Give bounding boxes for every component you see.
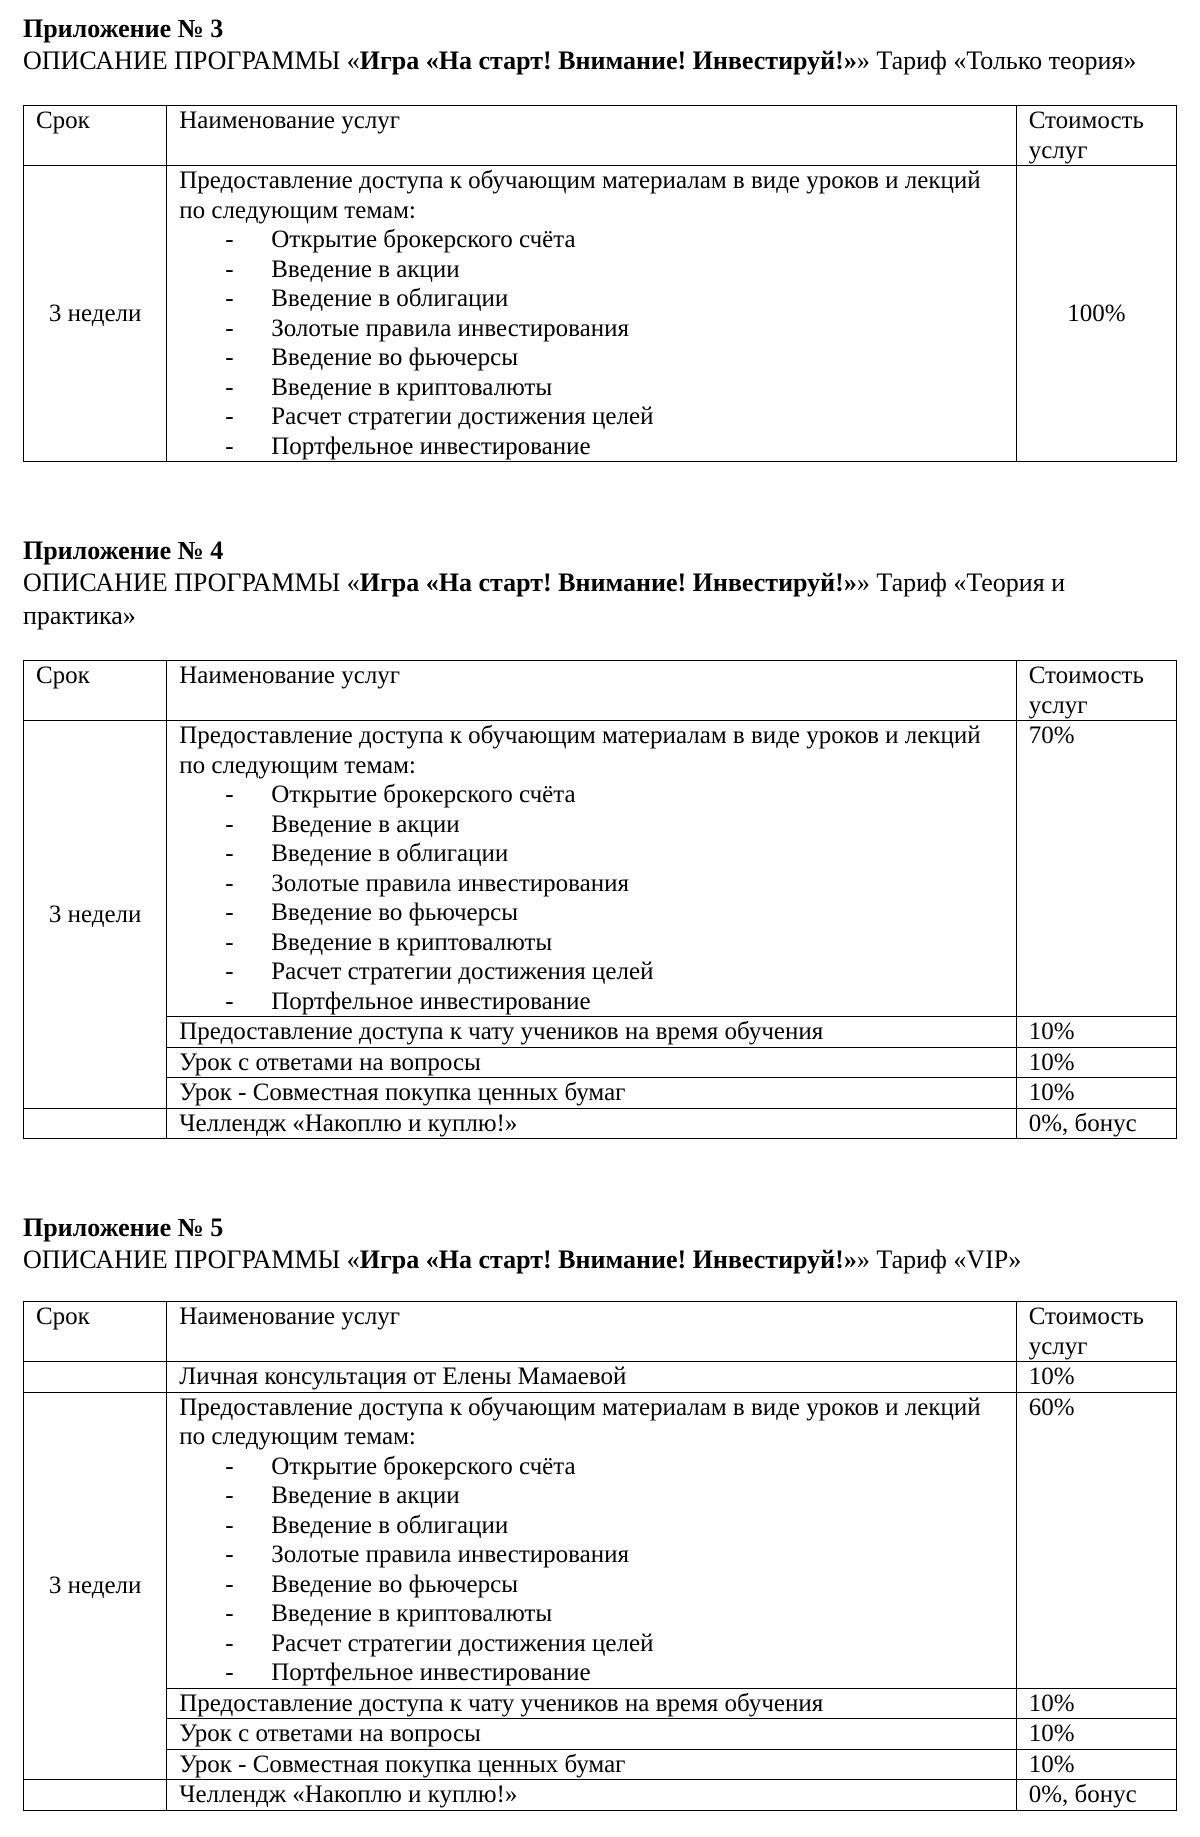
table-row — [24, 1780, 1177, 1811]
service-cell: Челлендж «Накоплю и куплю!» — [167, 1108, 1016, 1139]
term-cell-empty — [24, 1362, 167, 1393]
title-prefix: ОПИСАНИЕ ПРОГРАММЫ « — [23, 568, 360, 597]
table-header-row — [24, 106, 1177, 166]
title-bold: Игра «На старт! Внимание! Инвестируй!» — [359, 568, 857, 597]
header-cost: Стоимость услуг — [1016, 661, 1176, 721]
topic-item: - Введение в облигации — [179, 839, 1003, 869]
cost-cell: 10% — [1016, 1719, 1176, 1750]
cost-cell: 0%, бонус — [1016, 1780, 1176, 1811]
cost-cell: 10% — [1016, 1047, 1176, 1078]
table-row — [24, 1719, 1177, 1750]
table-row — [24, 1017, 1177, 1048]
topic-item: - Открытие брокерского счёта — [179, 1452, 1003, 1482]
service-cell: Предоставление доступа к чату учеников на время обучения — [167, 1688, 1016, 1719]
header-service: Наименование услуг — [167, 661, 1016, 721]
title-prefix: ОПИСАНИЕ ПРОГРАММЫ « — [23, 46, 360, 75]
service-cell — [167, 721, 1016, 1017]
topic-item: - Портфельное инвестирование — [179, 987, 1003, 1017]
service-intro: Предоставление доступа к обучающим материалам в виде уроков и лекций по следующим темам: — [179, 1393, 981, 1450]
service-cell: Челлендж «Накоплю и куплю!» — [167, 1780, 1016, 1811]
appendix-5 — [23, 1213, 1177, 1811]
title-bold: Игра «На старт! Внимание! Инвестируй!» — [359, 46, 857, 75]
cost-cell: 70% — [1016, 721, 1176, 1017]
topic-item: - Введение в криптовалюты — [179, 928, 1003, 958]
document-page — [23, 14, 1177, 1811]
topic-item: - Введение во фьючерсы — [179, 1570, 1003, 1600]
header-cost: Стоимость услуг — [1016, 106, 1176, 166]
cost-cell: 10% — [1016, 1017, 1176, 1048]
table-row — [24, 1688, 1177, 1719]
topic-list — [179, 780, 1003, 1016]
appendix-heading: Приложение № 4 — [23, 536, 224, 565]
title-suffix: » Тариф «Только теория» — [856, 46, 1137, 75]
topic-item: - Расчет стратегии достижения целей — [179, 957, 1003, 987]
table-row — [24, 1749, 1177, 1780]
topic-item: - Расчет стратегии достижения целей — [179, 402, 1003, 432]
title-suffix: » Тариф «VIP» — [856, 1245, 1022, 1274]
term-cell: 3 недели — [24, 721, 167, 1109]
table-header-row — [24, 1302, 1177, 1362]
topic-item: - Введение во фьючерсы — [179, 898, 1003, 928]
cost-cell: 10% — [1016, 1078, 1176, 1109]
header-service: Наименование услуг — [167, 106, 1016, 166]
topic-item: - Введение в криптовалюты — [179, 373, 1003, 403]
program-title — [23, 44, 1143, 77]
topic-item: - Введение в акции — [179, 810, 1003, 840]
term-cell-empty — [24, 1780, 167, 1811]
topic-item: - Введение в облигации — [179, 1511, 1003, 1541]
appendix-3 — [23, 14, 1177, 462]
topic-item: - Золотые правила инвестирования — [179, 869, 1003, 899]
appendix-heading: Приложение № 3 — [23, 14, 224, 43]
service-cell: Урок - Совместная покупка ценных бумаг — [167, 1078, 1016, 1109]
header-term: Срок — [24, 661, 167, 721]
services-table — [23, 105, 1177, 462]
topic-list — [179, 225, 1003, 461]
service-cell: Урок с ответами на вопросы — [167, 1719, 1016, 1750]
title-prefix: ОПИСАНИЕ ПРОГРАММЫ « — [23, 1245, 360, 1274]
topic-item: - Введение в облигации — [179, 284, 1003, 314]
table-row — [24, 166, 1177, 462]
header-service: Наименование услуг — [167, 1302, 1016, 1362]
table-row — [24, 1108, 1177, 1139]
service-cell — [167, 166, 1016, 462]
topic-item: - Открытие брокерского счёта — [179, 780, 1003, 810]
service-cell: Урок - Совместная покупка ценных бумаг — [167, 1749, 1016, 1780]
term-cell-empty — [24, 1108, 167, 1139]
table-row — [24, 1362, 1177, 1393]
service-cell — [167, 1392, 1016, 1688]
topic-item: - Открытие брокерского счёта — [179, 225, 1003, 255]
title-bold: Игра «На старт! Внимание! Инвестируй!» — [359, 1245, 857, 1274]
services-table — [23, 1301, 1177, 1811]
topic-item: - Введение в акции — [179, 1481, 1003, 1511]
cost-cell: 10% — [1016, 1362, 1176, 1393]
cost-cell: 60% — [1016, 1392, 1176, 1688]
service-intro: Предоставление доступа к обучающим материалам в виде уроков и лекций по следующим темам: — [179, 722, 981, 779]
topic-list — [179, 1452, 1003, 1688]
term-cell: 3 недели — [24, 1392, 167, 1780]
term-cell: 3 недели — [24, 166, 167, 462]
header-term: Срок — [24, 106, 167, 166]
appendix-4 — [23, 536, 1177, 1139]
service-cell: Урок с ответами на вопросы — [167, 1047, 1016, 1078]
cost-cell: 10% — [1016, 1688, 1176, 1719]
program-title — [23, 566, 1177, 632]
program-title — [23, 1243, 1177, 1276]
topic-item: - Портфельное инвестирование — [179, 1658, 1003, 1688]
topic-item: - Введение во фьючерсы — [179, 343, 1003, 373]
table-row — [24, 1047, 1177, 1078]
appendix-heading: Приложение № 5 — [23, 1213, 224, 1242]
cost-cell: 100% — [1016, 166, 1176, 462]
table-row — [24, 1392, 1177, 1688]
service-intro: Предоставление доступа к обучающим материалам в виде уроков и лекций по следующим темам: — [179, 167, 981, 224]
table-header-row — [24, 661, 1177, 721]
header-cost: Стоимость услуг — [1016, 1302, 1176, 1362]
topic-item: - Портфельное инвестирование — [179, 432, 1003, 462]
topic-item: - Введение в криптовалюты — [179, 1599, 1003, 1629]
title-suffix: » Тариф «Теория и практика» — [23, 568, 1066, 630]
cost-cell: 0%, бонус — [1016, 1108, 1176, 1139]
topic-item: - Золотые правила инвестирования — [179, 1540, 1003, 1570]
topic-item: - Расчет стратегии достижения целей — [179, 1629, 1003, 1659]
topic-item: - Введение в акции — [179, 255, 1003, 285]
services-table — [23, 660, 1177, 1139]
table-row — [24, 1078, 1177, 1109]
service-cell: Личная консультация от Елены Мамаевой — [167, 1362, 1016, 1393]
service-cell: Предоставление доступа к чату учеников на время обучения — [167, 1017, 1016, 1048]
header-term: Срок — [24, 1302, 167, 1362]
cost-cell: 10% — [1016, 1749, 1176, 1780]
topic-item: - Золотые правила инвестирования — [179, 314, 1003, 344]
table-row — [24, 721, 1177, 1017]
